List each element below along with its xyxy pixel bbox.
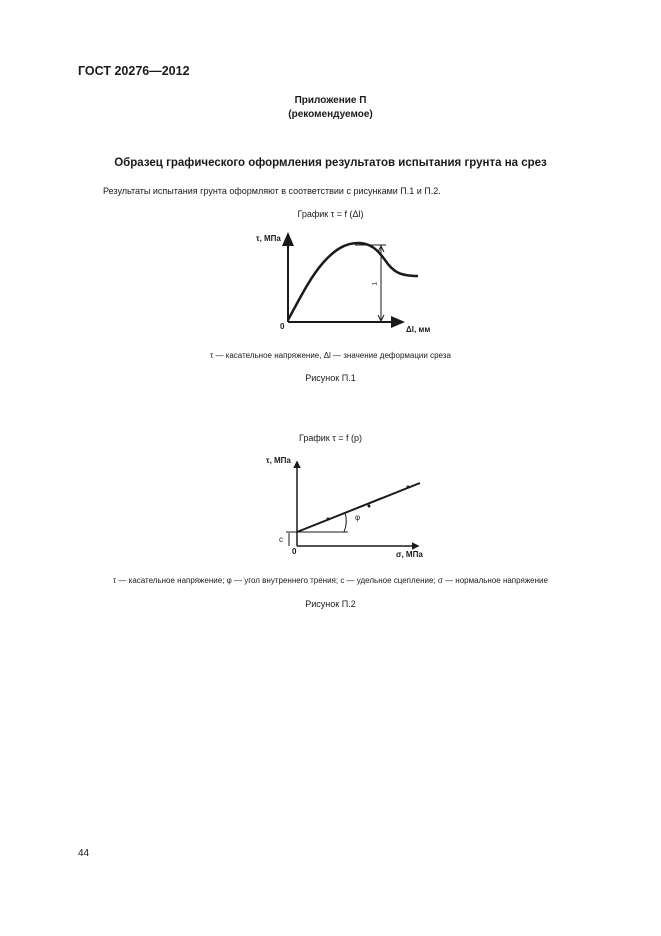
figure2-point	[368, 505, 371, 508]
figure2-y-axis-label: τ, МПа	[266, 456, 291, 465]
figure1-graph-label: График τ = f (Δl)	[297, 209, 364, 219]
page-number: 44	[78, 848, 90, 859]
figure2-point	[407, 486, 410, 489]
figure1-y-axis-label: τ, МПа	[256, 234, 281, 243]
figure1-caption: Рисунок П.1	[305, 373, 356, 383]
figure1-chart	[256, 234, 430, 334]
figure2-c-mark: c	[279, 535, 283, 544]
figure1-tau-mark: τ	[370, 282, 379, 286]
figure2-phi-arc	[344, 513, 346, 532]
figure2-point	[327, 518, 330, 521]
figure1-legend: τ — касательное напряжение, Δl — значение деформации среза	[210, 351, 451, 360]
figure1-origin: 0	[280, 322, 285, 331]
figure2-chart	[266, 456, 423, 559]
figure2-legend: τ — касательное напряжение; φ — угол внутреннего трения; c — удельное сцепление; σ — нормальное напряжение	[113, 576, 548, 585]
appendix-type: (рекомендуемое)	[288, 109, 373, 120]
figure2-graph-label: График τ = f (p)	[298, 433, 363, 443]
appendix-title: Приложение П	[294, 95, 367, 106]
intro-text: Результаты испытания грунта оформляют в соответствии с рисунками П.1 и П.2.	[103, 186, 441, 196]
figure2-caption: Рисунок П.2	[305, 599, 356, 609]
figure2-phi-mark: φ	[355, 513, 361, 522]
figure2-envelope-line	[297, 483, 420, 532]
figure2-origin: 0	[292, 547, 297, 556]
figure1-curve	[288, 243, 418, 320]
figure1-x-axis-label: Δl, мм	[406, 325, 431, 334]
section-title: Образец графического оформления результатов испытания грунта на срез	[114, 157, 547, 169]
figure2-x-axis-label: σ, МПа	[396, 550, 423, 559]
document-header: ГОСТ 20276—2012	[78, 64, 190, 78]
